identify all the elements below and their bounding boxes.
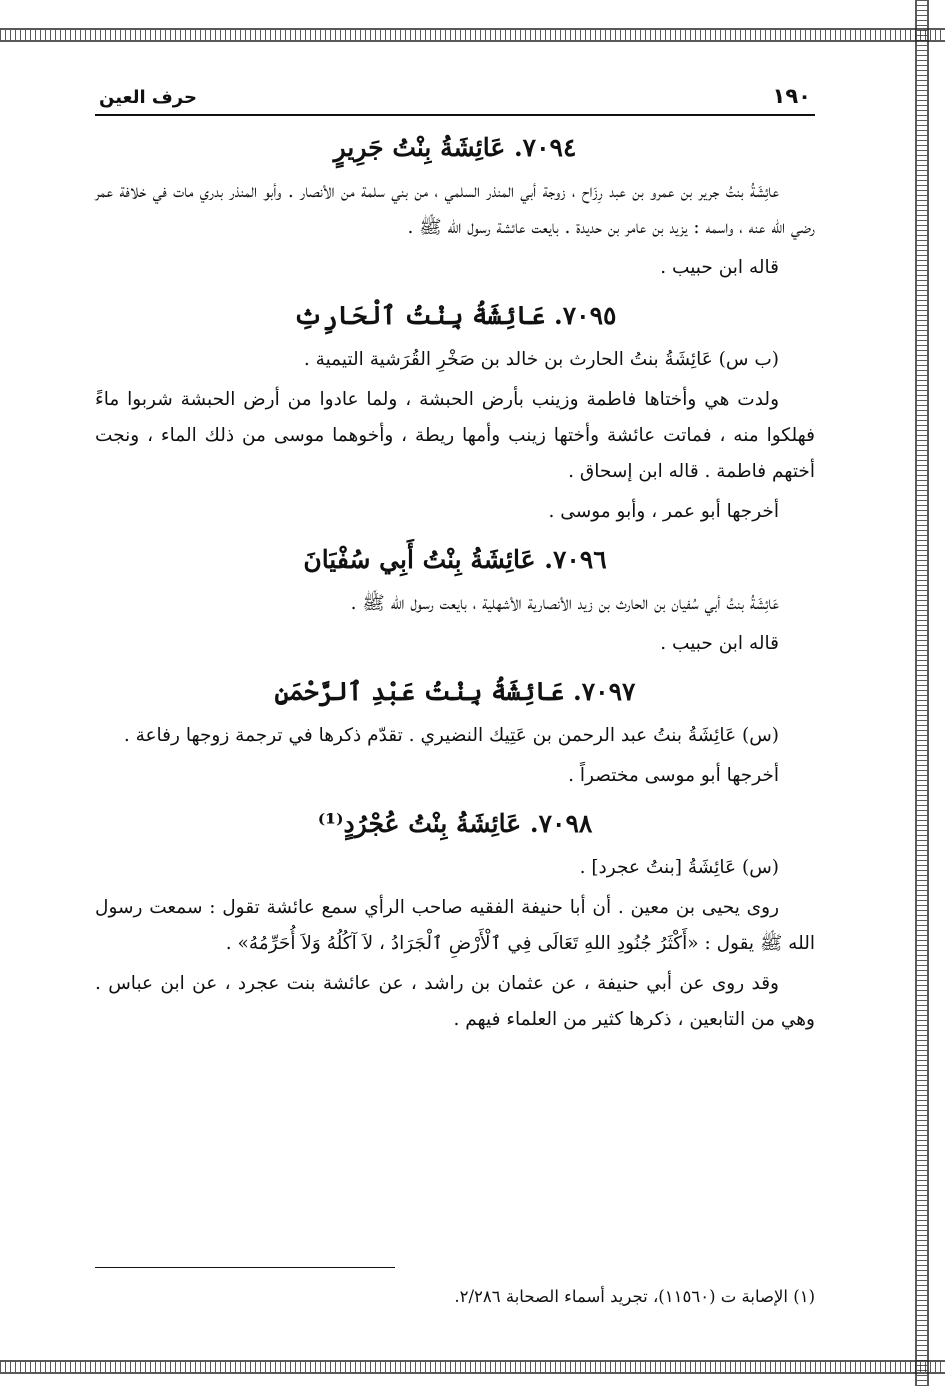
entry-paragraph: وقد روى عن أبي حنيفة ، عن عثمان بن راشد ، عن عائشة بنت عجرد ، عن ابن عباس . وهي من التابعين ، ذكرها كثير من العلماء فيهم . bbox=[95, 973, 815, 1030]
entry-paragraph: قاله ابن حبيب . bbox=[660, 633, 779, 654]
entry-paragraph: أخرجها أبو عمر ، وأبو موسى . bbox=[548, 501, 779, 522]
entry-paragraph: (س) عَائِشَةُ بنتُ عبد الرحمن بن عَتِيك النضيري . تقدّم ذكرها في ترجمة زوجها رفاعة . bbox=[123, 725, 779, 746]
border-bottom-ornament bbox=[0, 1360, 945, 1374]
entry-title: ٧٠٩٤. عَائِشَةُ بِنْتُ جَرِيرٍ bbox=[333, 133, 577, 162]
running-header bbox=[95, 80, 815, 116]
entry-paragraph: (ب س) عَائِشَةُ بنتُ الحارث بن خالد بن صَخْرِ القُرَشية التيمية . bbox=[303, 349, 779, 370]
entry bbox=[95, 672, 815, 794]
entry bbox=[95, 540, 815, 662]
entry-paragraph: ولدت هي وأختاها فاطمة وزينب بأرض الحبشة ، ولما عادوا من أرض الحبشة شربوا ماءً فهلكوا منه ، فماتت عائشة وأختها زينب وأمها ريطة ، وأخوهما موسى من ذلك الماء ، ونجت أختهم فاطمة . قاله ابن إسحاق . bbox=[95, 389, 815, 482]
entry-paragraph: عَائِشَةُ بنتُ أبي سُفيان بن الحارث بن زيد الأنصارية الأشهلية ، بايعت رسول الله ﷺ . bbox=[350, 593, 779, 614]
entry-title: ٧٠٩٨. عَائِشَةُ بِنْتُ عُجْرُدٍ⁽¹⁾ bbox=[317, 809, 593, 838]
section-title: حرف العين bbox=[99, 87, 197, 108]
entry-paragraph: عائِشَةُ بنتُ جرير بن عمرو بن عبد رِزَاح ، زوجة أبي المنذر السلمي ، من بني سلمة من الأنصار . وأبو المنذر بدري مات في خلافة عمر رضي الله عنه ، واسمه : يزيد بن عامر بن حديدة . بايعت عائشة رسول الله ﷺ . bbox=[95, 181, 815, 238]
border-right-ornament bbox=[915, 0, 929, 1386]
entry-paragraph: قاله ابن حبيب . bbox=[660, 257, 779, 278]
entries-list bbox=[95, 128, 815, 1038]
entry-title: ٧٠٩٦. عَائِشَةُ بِنْتُ أَبِي سُفْيَانَ bbox=[303, 545, 607, 574]
entry bbox=[95, 296, 815, 530]
footnote-separator bbox=[95, 1267, 395, 1268]
page-number: ١٩٠ bbox=[772, 84, 811, 108]
border-top-ornament bbox=[0, 28, 945, 42]
entry-paragraph: (س) عَائِشَةُ [بنتُ عجرد] . bbox=[579, 857, 779, 878]
entry bbox=[95, 128, 815, 286]
footnote: (١) الإصابة ت (١١٥٦٠)، تجريد أسماء الصحابة ٢/٢٨٦. bbox=[454, 1287, 815, 1306]
entry-title: ٧٠٩٥. عَائِشَةُ بِنْتُ ٱلْحَارِثِ bbox=[293, 301, 617, 330]
entry-paragraph: أخرجها أبو موسى مختصراً . bbox=[568, 765, 779, 786]
page-body bbox=[95, 80, 815, 1042]
entry-paragraph: روى يحيى بن معين . أن أبا حنيفة الفقيه صاحب الرأي سمع عائشة تقول : سمعت رسول الله ﷺ يقول : «أَكْثَرُ جُنُودِ اللهِ تَعَالَى فِي ٱلْأَرْضِ ٱلْجَرَادُ ، لاَ آكُلُهُ وَلاَ أُحَرِّمُهُ» . bbox=[95, 897, 815, 954]
entry bbox=[95, 804, 815, 1038]
entry-title: ٧٠٩٧. عَائِشَةُ بِنْتُ عَبْدِ ٱلرَّحْمَنِ bbox=[274, 677, 636, 706]
